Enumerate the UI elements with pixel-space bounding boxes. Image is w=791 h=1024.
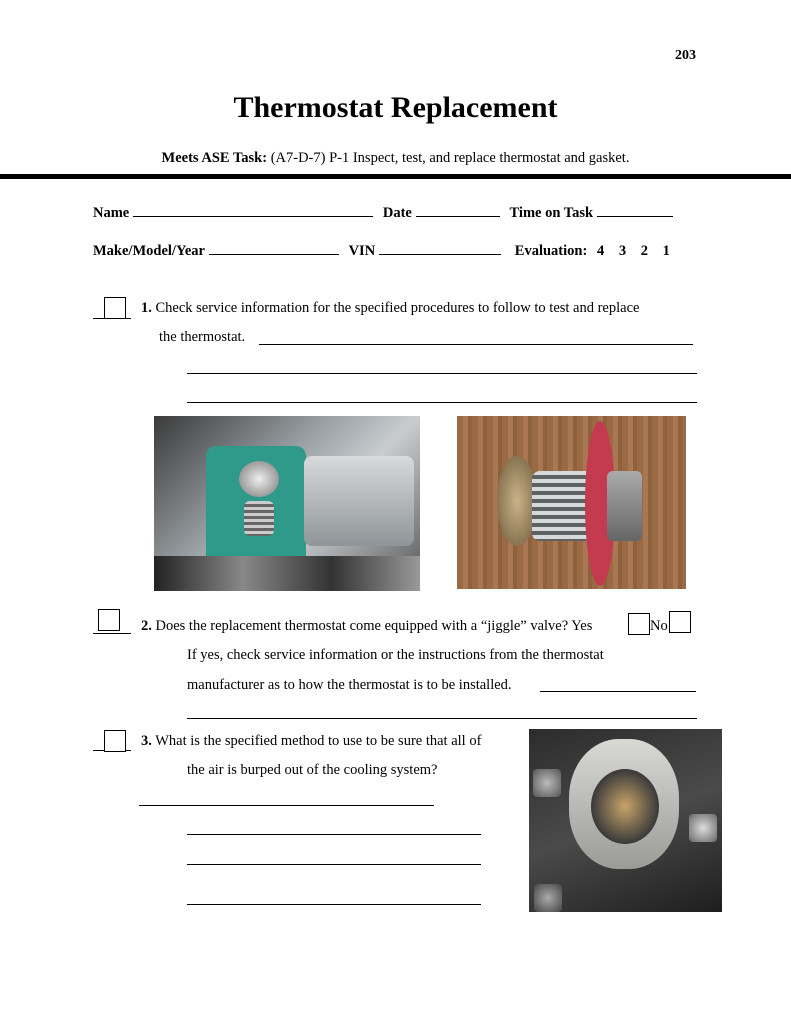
yes-checkbox[interactable] bbox=[628, 613, 650, 635]
item-2-line2: If yes, check service information or the instructions from the thermostat bbox=[187, 647, 604, 663]
item-1-text: Check service information for the specified procedures to follow to test and replace bbox=[155, 300, 640, 316]
thermostat-photo bbox=[457, 416, 686, 589]
item-3-answer-line[interactable] bbox=[187, 904, 481, 905]
item-1-answer-line[interactable] bbox=[187, 373, 697, 374]
evaluation-label: Evaluation: bbox=[514, 243, 588, 259]
evaluation-score-2[interactable]: 2 bbox=[640, 243, 648, 259]
item-2-checkbox[interactable] bbox=[98, 609, 120, 631]
item-3-checkbox[interactable] bbox=[104, 730, 126, 752]
evaluation-score-3[interactable]: 3 bbox=[618, 243, 627, 259]
ase-task-text: (A7-D-7) P-1 Inspect, test, and replace thermostat and gasket. bbox=[270, 150, 630, 166]
header-divider bbox=[0, 174, 791, 179]
item-3-answer-line[interactable] bbox=[139, 805, 434, 806]
item-1-number: 1. bbox=[141, 300, 152, 316]
no-label: No bbox=[650, 618, 668, 634]
ase-task-label: Meets ASE Task: bbox=[161, 150, 268, 166]
evaluation-score-1[interactable]: 1 bbox=[662, 243, 670, 259]
date-field[interactable] bbox=[416, 204, 500, 217]
item-3-line2: the air is burped out of the cooling system? bbox=[187, 762, 438, 778]
name-label: Name bbox=[93, 205, 130, 221]
item-2-text: Does the replacement thermostat come equipped with a “jiggle” valve? Yes bbox=[155, 618, 593, 634]
item-3-number: 3. bbox=[141, 733, 152, 749]
page-number: 203 bbox=[675, 48, 696, 63]
item-2-answer-line[interactable] bbox=[187, 718, 697, 719]
ase-task bbox=[0, 150, 791, 167]
item-2-number: 2. bbox=[141, 618, 152, 634]
vin-field[interactable] bbox=[379, 242, 501, 255]
item-2-line1 bbox=[141, 618, 592, 635]
name-row bbox=[93, 204, 679, 222]
no-checkbox[interactable] bbox=[669, 611, 691, 633]
vin-label: VIN bbox=[348, 243, 376, 259]
date-label: Date bbox=[382, 205, 412, 221]
item-2-answer-line[interactable] bbox=[540, 691, 696, 692]
item-1-checkbox[interactable] bbox=[104, 297, 126, 319]
thermostat-housing-photo bbox=[529, 729, 722, 912]
item-3-answer-line[interactable] bbox=[187, 834, 481, 835]
thermostat-cutaway-photo bbox=[154, 416, 420, 591]
item-1-line1 bbox=[141, 300, 639, 317]
item-1-answer-line[interactable] bbox=[187, 402, 697, 403]
evaluation-score-4[interactable]: 4 bbox=[596, 243, 605, 259]
time-on-task-field[interactable] bbox=[597, 204, 673, 217]
make-model-year-label: Make/Model/Year bbox=[93, 243, 205, 259]
time-on-task-label: Time on Task bbox=[509, 205, 594, 221]
item-3-line1 bbox=[141, 733, 481, 750]
item-3-answer-line[interactable] bbox=[187, 864, 481, 865]
item-3-text: What is the specified method to use to be sure that all of bbox=[155, 733, 482, 749]
vehicle-row bbox=[93, 242, 670, 260]
page-title: Thermostat Replacement bbox=[233, 91, 558, 124]
item-1-line2: the thermostat. bbox=[159, 329, 246, 345]
item-1-answer-line[interactable] bbox=[259, 344, 693, 345]
item-2-check-line bbox=[93, 633, 131, 634]
name-field[interactable] bbox=[133, 204, 373, 217]
make-model-year-field[interactable] bbox=[209, 242, 339, 255]
item-2-line3: manufacturer as to how the thermostat is to be installed. bbox=[187, 677, 512, 693]
